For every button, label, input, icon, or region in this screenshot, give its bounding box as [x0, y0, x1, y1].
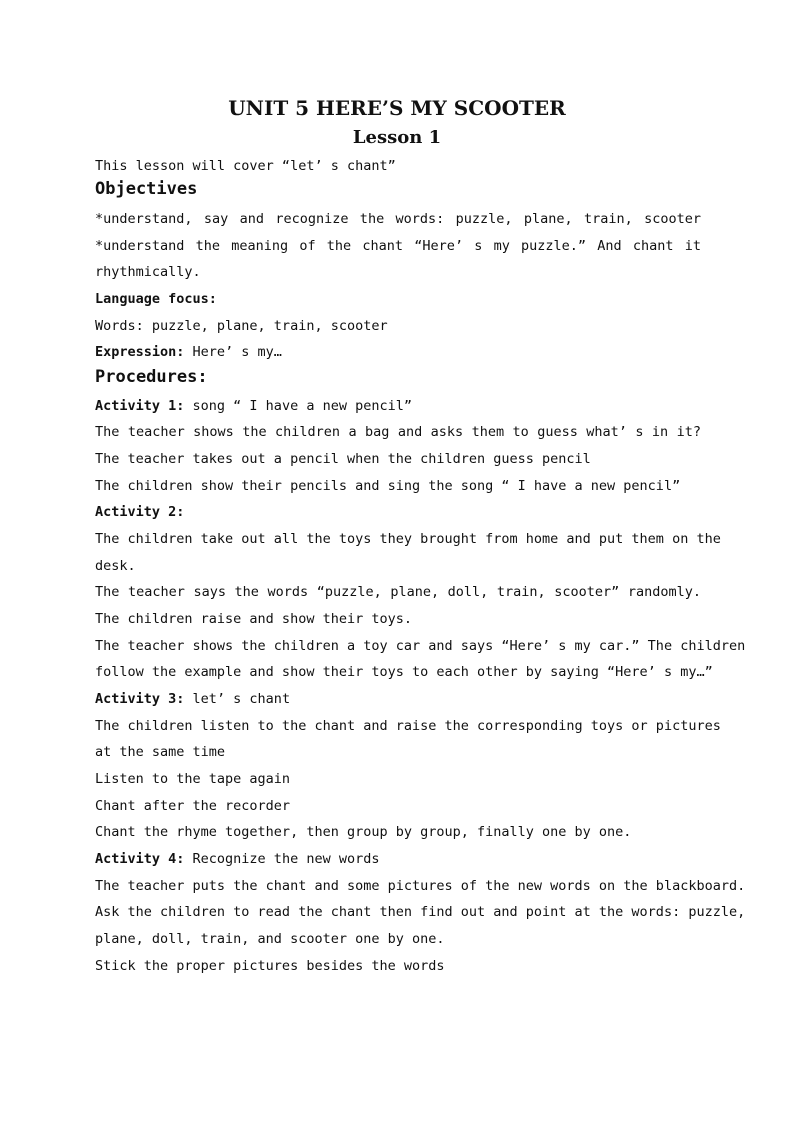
lesson-subtitle: Lesson 1 — [352, 127, 442, 148]
activity-label: Activity 1: — [95, 398, 185, 414]
paragraph-line: The teacher shows the children a toy car and says “Here’ s my car.” The children — [95, 638, 746, 654]
paragraph-line: The children take out all the toys they brought from home and put them on the — [95, 531, 721, 547]
objectives-heading: Objectives — [95, 179, 198, 199]
paragraph-line: The teacher says the words “puzzle, plane, doll, train, scooter” randomly. — [95, 584, 701, 600]
paragraph-line: Chant after the recorder — [95, 798, 291, 814]
paragraph-line: Chant the rhyme together, then group by group, finally one by one. — [95, 824, 632, 840]
words-line: Words: puzzle, plane, train, scooter — [95, 318, 388, 334]
expression-text: Here’ s my… — [184, 344, 282, 360]
activity-title: let’ s chant — [184, 691, 291, 707]
activity-title: song “ I have a new pencil” — [184, 398, 412, 414]
intro-text: This lesson will cover “let’ s chant” — [95, 158, 396, 174]
activity-3-heading — [95, 689, 701, 709]
procedures-heading: Procedures: — [95, 367, 208, 387]
activity-title: Recognize the new words — [184, 851, 380, 867]
activity-label: Activity 4: — [95, 851, 185, 867]
paragraph-line: The children raise and show their toys. — [95, 611, 412, 627]
paragraph-line: at the same time — [95, 744, 226, 760]
objective-line: *understand the meaning of the chant “Here’ s my puzzle.” And chant it — [95, 238, 701, 254]
language-focus-heading: Language focus: — [95, 291, 217, 307]
activity-label: Activity 3: — [95, 691, 185, 707]
expression-label: Expression: — [95, 344, 185, 360]
paragraph-line: plane, doll, train, and scooter one by one. — [95, 931, 445, 947]
paragraph-line: The teacher takes out a pencil when the children guess pencil — [95, 451, 591, 467]
activity-2-heading: Activity 2: — [95, 504, 185, 520]
objective-line: *understand, say and recognize the words: puzzle, plane, train, scooter — [95, 211, 701, 227]
objective-line: rhythmically. — [95, 264, 201, 280]
activity-4-heading — [95, 849, 701, 869]
activity-1-heading — [95, 396, 701, 416]
paragraph-line: follow the example and show their toys to each other by saying “Here’ s my…” — [95, 664, 713, 680]
paragraph-line: Listen to the tape again — [95, 771, 291, 787]
paragraph-line: The teacher puts the chant and some pictures of the new words on the blackboard. — [95, 878, 746, 894]
paragraph-line: desk. — [95, 558, 136, 574]
paragraph-line: Stick the proper pictures besides the words — [95, 958, 445, 974]
paragraph-line: Ask the children to read the chant then find out and point at the words: puzzle, — [95, 904, 746, 920]
paragraph-line: The children listen to the chant and raise the corresponding toys or pictures — [95, 718, 721, 734]
page-title: UNIT 5 HERE’S MY SCOOTER — [228, 96, 566, 120]
paragraph-line: The children show their pencils and sing the song “ I have a new pencil” — [95, 478, 681, 494]
paragraph-line: The teacher shows the children a bag and asks them to guess what’ s in it? — [95, 424, 701, 440]
expression-line — [95, 342, 701, 362]
